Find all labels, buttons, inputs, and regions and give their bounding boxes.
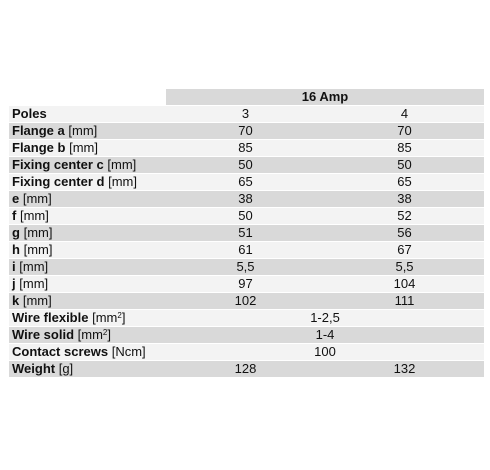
cell-value: 61 [166, 242, 325, 258]
cell-value: 67 [325, 242, 484, 258]
unit-superscript: 2 [117, 311, 122, 320]
table-row [9, 276, 484, 292]
cell-value: 38 [325, 191, 484, 207]
table-row [9, 191, 484, 207]
cell-value: 50 [166, 208, 325, 224]
row-unit: [mm] [19, 208, 49, 223]
cell-value: 65 [325, 174, 484, 190]
table-row [9, 310, 484, 326]
row-label: Contact screws [12, 344, 109, 359]
cell-value: 5,5 [166, 259, 325, 275]
row-label: Flange b [12, 140, 66, 155]
row-unit: [mm] [69, 140, 98, 155]
cell-value: 70 [325, 123, 484, 139]
row-unit: [mm] [107, 157, 137, 172]
cell-value: 3 [166, 106, 325, 122]
row-label: Wire solid [12, 327, 75, 342]
cell-value: 132 [325, 361, 484, 377]
table-row [9, 208, 484, 224]
cell-value: 5,5 [325, 259, 484, 275]
cell-value: 85 [325, 140, 484, 156]
table-row [9, 140, 484, 156]
cell-value: 128 [166, 361, 325, 377]
row-label: Weight [12, 361, 56, 376]
table-row [9, 361, 484, 377]
row-label: h [12, 242, 20, 257]
row-label: Fixing center d [12, 174, 105, 189]
row-unit-end: ] [107, 327, 111, 342]
cell-value: 65 [166, 174, 325, 190]
spec-table [9, 88, 484, 378]
row-label: Poles [12, 106, 47, 121]
cell-value: 50 [166, 157, 325, 173]
row-label: Wire flexible [12, 310, 89, 325]
cell-value: 100 [166, 344, 484, 360]
row-unit: [mm] [19, 276, 49, 291]
cell-value: 4 [325, 106, 484, 122]
row-label: g [12, 225, 20, 240]
row-unit: [mm [77, 327, 103, 342]
row-label: Flange a [12, 123, 65, 138]
table-row [9, 344, 484, 360]
cell-value: 50 [325, 157, 484, 173]
cell-value: 52 [325, 208, 484, 224]
row-unit: [mm] [108, 174, 137, 189]
cell-value: 51 [166, 225, 325, 241]
table-row [9, 293, 484, 309]
cell-value: 38 [166, 191, 325, 207]
table-row [9, 157, 484, 173]
row-label: k [12, 293, 20, 308]
cell-value: 104 [325, 276, 484, 292]
cell-value: 97 [166, 276, 325, 292]
cell-value: 111 [325, 293, 484, 309]
row-unit: [mm [92, 310, 118, 325]
row-unit: [mm] [19, 259, 49, 274]
header-blank-cell [9, 89, 166, 105]
row-unit: [mm] [68, 123, 98, 138]
row-unit: [mm] [23, 242, 53, 257]
row-unit: [mm] [22, 293, 52, 308]
table-row [9, 123, 484, 139]
header-title: 16 Amp [166, 89, 484, 105]
cell-value: 1-2,5 [166, 310, 484, 326]
table-row [9, 242, 484, 258]
row-label: e [12, 191, 20, 206]
cell-value: 102 [166, 293, 325, 309]
table-row [9, 259, 484, 275]
row-unit: [mm] [22, 191, 52, 206]
row-label: Fixing center c [12, 157, 104, 172]
table-row [9, 225, 484, 241]
row-label: j [12, 276, 16, 291]
cell-value: 1-4 [166, 327, 484, 343]
header-row [9, 89, 484, 105]
cell-value: 85 [166, 140, 325, 156]
row-label: i [12, 259, 16, 274]
row-unit-end: ] [121, 310, 126, 325]
row-unit: [mm] [23, 225, 53, 240]
cell-value: 70 [166, 123, 325, 139]
row-label: f [12, 208, 17, 223]
table-row [9, 106, 484, 122]
cell-value: 56 [325, 225, 484, 241]
table-row [9, 174, 484, 190]
unit-superscript: 2 [102, 328, 108, 337]
row-unit: [Ncm] [111, 344, 146, 359]
row-unit: [g] [58, 361, 74, 376]
table-row [9, 327, 484, 343]
